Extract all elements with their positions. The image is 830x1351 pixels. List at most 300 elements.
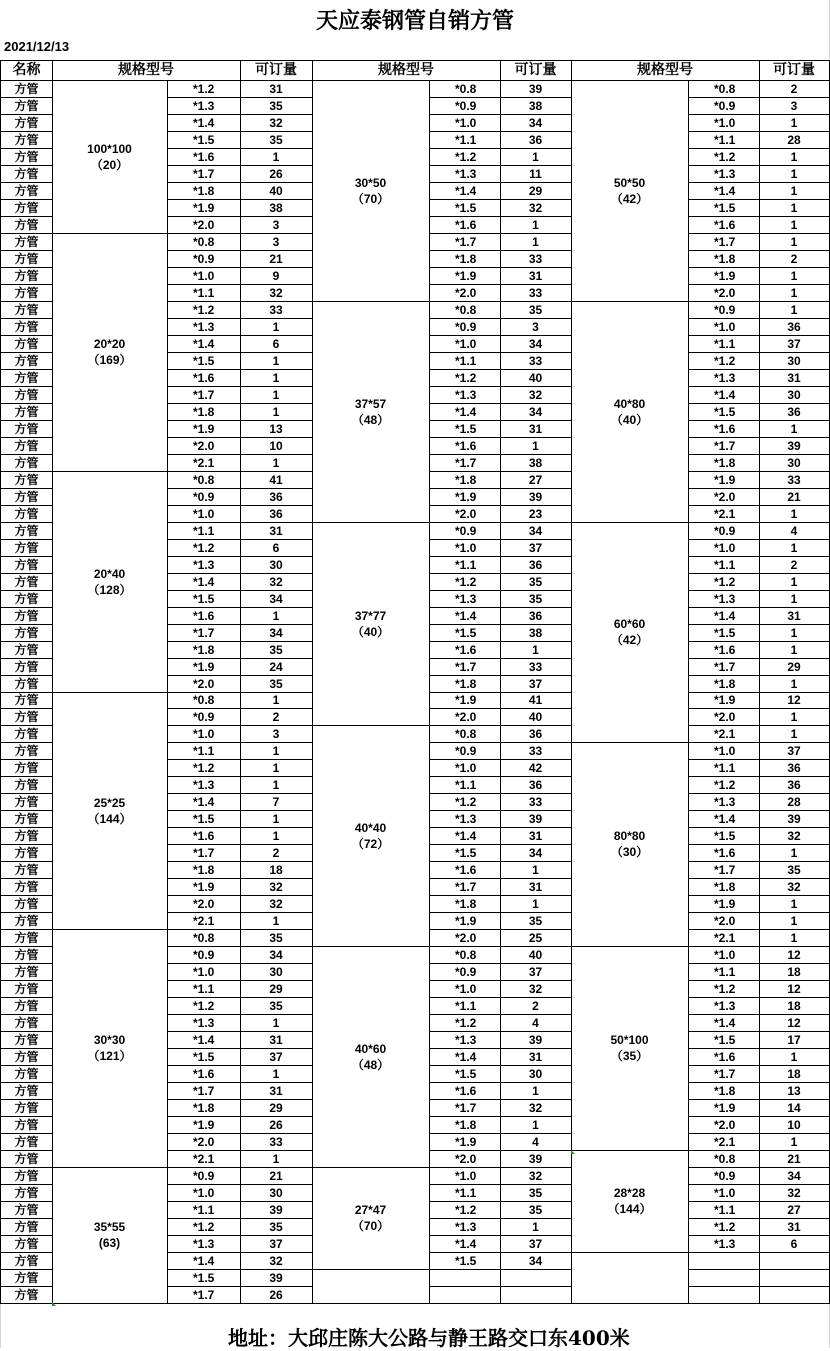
size-label: 35*55: [93, 1220, 126, 1234]
quantity-cell: 32: [269, 574, 283, 589]
quantity-cell: 39: [787, 811, 801, 826]
quantity-cell: 1: [790, 845, 798, 860]
thickness-cell: *1.0: [455, 540, 477, 555]
thickness-cell: *1.6: [455, 642, 477, 657]
cell-comment-mark: [52, 1302, 56, 1306]
quantity-cell: 2: [790, 81, 798, 96]
quantity-cell: 26: [269, 166, 283, 181]
row-name-cell: 方管: [14, 421, 39, 436]
thickness-cell: *1.4: [714, 183, 736, 198]
thickness-cell: *0.9: [455, 98, 477, 113]
size-group-37x77: [312, 522, 429, 725]
row-name-cell: 方管: [14, 659, 39, 674]
thickness-cell: *1.5: [714, 1032, 736, 1047]
size-label: 50*50: [613, 175, 646, 190]
quantity-cell: 34: [528, 523, 543, 538]
quantity-cell: 31: [528, 1049, 543, 1064]
quantity-cell: 31: [269, 523, 283, 538]
quantity-cell: 29: [269, 1100, 283, 1115]
thickness-cell: *1.4: [193, 574, 215, 589]
quantity-cell: 1: [272, 743, 280, 758]
quantity-cell: 35: [787, 862, 801, 877]
quantity-cell: 34: [528, 336, 543, 351]
quantity-cell: 2: [790, 557, 798, 572]
thickness-cell: *1.7: [455, 455, 477, 470]
thickness-cell: *1.1: [455, 1185, 477, 1200]
thickness-cell: *0.9: [455, 523, 477, 538]
thickness-cell: *1.1: [455, 353, 477, 368]
size-count: （70）: [351, 191, 390, 206]
thickness-cell: *1.0: [714, 540, 736, 555]
quantity-cell: 1: [790, 642, 798, 657]
quantity-cell: 35: [269, 132, 283, 147]
size-count: （128）: [87, 582, 132, 597]
row-name-cell: 方管: [14, 1287, 39, 1302]
thickness-cell: *1.2: [193, 302, 215, 317]
quantity-cell: 1: [532, 438, 539, 453]
row-name-cell: 方管: [14, 455, 39, 470]
thickness-cell: *2.0: [714, 709, 736, 724]
quantity-cell: 31: [787, 1219, 801, 1234]
thickness-cell: *1.3: [455, 811, 477, 826]
quantity-cell: 30: [269, 1185, 283, 1200]
quantity-cell: 1: [790, 574, 798, 589]
row-name-cell: 方管: [14, 913, 39, 928]
row-name-cell: 方管: [14, 896, 39, 911]
quantity-cell: 36: [528, 726, 543, 741]
quantity-cell: 1: [272, 913, 280, 928]
thickness-cell: *1.8: [193, 862, 215, 877]
row-name-cell: 方管: [14, 234, 39, 249]
quantity-cell: 3: [272, 726, 280, 741]
row-name-cell: 方管: [14, 506, 39, 521]
quantity-cell: 1: [532, 234, 539, 249]
thickness-cell: *1.2: [714, 353, 736, 368]
size-group-50x50: [571, 80, 688, 301]
thickness-cell: *1.5: [455, 625, 477, 640]
thickness-cell: *0.9: [455, 319, 477, 334]
quantity-cell: 32: [269, 896, 283, 911]
thickness-cell: *0.9: [714, 523, 736, 538]
row-name-cell: 方管: [14, 285, 39, 300]
quantity-cell: 1: [272, 404, 280, 419]
quantity-cell: 35: [528, 1185, 543, 1200]
quantity-cell: 34: [269, 947, 283, 962]
size-group-20x40: [52, 471, 167, 692]
thickness-cell: *1.0: [455, 336, 477, 351]
thickness-cell: *1.3: [193, 1236, 215, 1251]
quantity-cell: 30: [787, 387, 801, 402]
thickness-cell: *1.0: [193, 506, 215, 521]
quantity-cell: 12: [787, 693, 801, 707]
date-label: 2021/12/13: [4, 39, 70, 54]
thickness-cell: *1.6: [193, 1066, 215, 1081]
quantity-cell: 42: [528, 760, 543, 775]
thickness-cell: *1.8: [714, 1083, 736, 1098]
quantity-cell: 2: [272, 845, 280, 860]
size-group-30x30: [52, 929, 167, 1167]
thickness-cell: *1.7: [714, 438, 736, 453]
thickness-cell: *1.6: [714, 421, 736, 436]
size-count: （48）: [351, 1057, 390, 1072]
quantity-cell: 35: [528, 913, 543, 928]
quantity-cell: 35: [269, 98, 283, 113]
table-bottom-line: [312, 1303, 572, 1304]
quantity-cell: 1: [790, 285, 798, 300]
size-group-27x47: [312, 1167, 429, 1269]
quantity-cell: 40: [528, 370, 543, 385]
quantity-cell: 35: [269, 642, 283, 657]
quantity-cell: 40: [528, 709, 543, 724]
thickness-cell: *2.0: [455, 506, 477, 521]
thickness-cell: *1.2: [455, 794, 477, 809]
quantity-cell: 21: [787, 1151, 801, 1166]
row-name-cell: 方管: [14, 862, 39, 877]
thickness-cell: *0.9: [714, 98, 736, 113]
thickness-cell: *1.9: [455, 268, 477, 283]
quantity-cell: 33: [528, 794, 543, 809]
quantity-cell: 35: [528, 302, 543, 317]
thickness-cell: *1.7: [455, 234, 477, 249]
row-name-cell: 方管: [14, 1202, 39, 1217]
quantity-cell: 17: [787, 1032, 801, 1047]
row-name-cell: 方管: [14, 166, 39, 181]
quantity-cell: 31: [787, 608, 801, 623]
quantity-cell: 32: [269, 1253, 283, 1268]
thickness-cell: *2.0: [193, 217, 215, 232]
thickness-cell: *1.3: [714, 998, 736, 1013]
row-name-cell: 方管: [14, 438, 39, 453]
size-label: 40*60: [354, 1041, 387, 1056]
quantity-cell: 34: [269, 591, 283, 606]
quantity-cell: 11: [529, 166, 542, 181]
row-name-cell: 方管: [14, 1049, 39, 1064]
thickness-cell: *1.9: [193, 200, 215, 215]
row-name-cell: 方管: [14, 828, 39, 843]
thickness-cell: *2.1: [714, 506, 736, 521]
thickness-cell: *1.8: [714, 251, 736, 266]
thickness-cell: *1.9: [193, 879, 215, 894]
thickness-cell: *1.7: [193, 625, 215, 640]
row-name-cell: 方管: [14, 1032, 39, 1047]
size-count: （20）: [90, 157, 129, 172]
quantity-cell: 37: [269, 1049, 283, 1064]
row-name-cell: 方管: [14, 642, 39, 657]
size-label: 30*50: [354, 175, 387, 190]
thickness-cell: *2.0: [714, 913, 736, 928]
quantity-cell: 1: [790, 200, 798, 215]
thickness-cell: *1.5: [193, 591, 215, 606]
row-name-cell: 方管: [14, 930, 39, 945]
quantity-cell: 39: [528, 811, 543, 826]
thickness-cell: *1.2: [714, 149, 736, 164]
thickness-cell: *2.0: [193, 1134, 215, 1149]
quantity-cell: 3: [272, 234, 280, 249]
thickness-cell: *1.7: [193, 845, 215, 860]
size-group-60x60: [571, 522, 688, 742]
row-name-cell: 方管: [14, 1134, 39, 1149]
row-name-cell: 方管: [14, 98, 39, 113]
thickness-cell: *1.8: [455, 251, 477, 266]
thickness-cell: *1.0: [714, 947, 736, 962]
thickness-cell: *1.3: [193, 557, 215, 572]
thickness-cell: *1.5: [455, 1066, 477, 1081]
thickness-cell: *1.5: [714, 404, 736, 419]
size-count: （121）: [87, 1049, 132, 1063]
quantity-cell: 35: [528, 591, 543, 606]
thickness-cell: *1.1: [193, 981, 215, 996]
grid-vline: [500, 60, 501, 1304]
thickness-cell: *1.7: [714, 659, 736, 674]
thickness-cell: *2.0: [714, 489, 736, 504]
row-name-cell: 方管: [14, 319, 39, 334]
thickness-cell: *1.3: [193, 777, 215, 792]
quantity-cell: 32: [269, 285, 283, 300]
thickness-cell: *1.3: [714, 794, 736, 809]
table-bottom-line: [52, 1303, 313, 1304]
quantity-cell: 13: [787, 1083, 801, 1098]
size-label: 100*100: [87, 141, 132, 156]
thickness-cell: *2.0: [193, 896, 215, 911]
thickness-cell: *1.1: [714, 336, 736, 351]
row-name-cell: 方管: [14, 981, 39, 996]
quantity-cell: 12: [787, 981, 801, 996]
quantity-cell: 18: [787, 1066, 801, 1081]
quantity-cell: 4: [532, 1015, 539, 1030]
thickness-cell: *1.6: [714, 642, 736, 657]
quantity-cell: 37: [787, 336, 801, 351]
quantity-cell: 38: [528, 625, 543, 640]
quantity-cell: 34: [528, 1253, 543, 1268]
quantity-cell: 1: [272, 760, 280, 775]
thickness-cell: *2.0: [193, 438, 215, 453]
thickness-cell: *1.7: [193, 1083, 215, 1098]
thickness-cell: *1.5: [455, 421, 477, 436]
size-group-100x100: [52, 80, 167, 233]
thickness-cell: *1.0: [714, 115, 736, 130]
thickness-cell: *1.8: [193, 1100, 215, 1115]
thickness-cell: *0.8: [714, 81, 736, 96]
grid-vline: [759, 60, 760, 1304]
size-count: （70）: [351, 1219, 390, 1233]
row-name-cell: 方管: [14, 1168, 39, 1183]
grid-vline: [240, 60, 241, 1304]
quantity-cell: 1: [790, 540, 798, 555]
thickness-cell: *1.1: [714, 1202, 736, 1217]
size-count: （42）: [610, 633, 649, 647]
thickness-cell: *0.8: [455, 302, 477, 317]
thickness-cell: *2.1: [193, 455, 215, 470]
quantity-cell: 36: [787, 760, 801, 775]
quantity-cell: 36: [528, 777, 543, 792]
quantity-cell: 18: [787, 964, 801, 979]
quantity-cell: 12: [787, 1015, 801, 1030]
quantity-cell: 26: [269, 1287, 283, 1302]
row-name-cell: 方管: [14, 777, 39, 792]
quantity-cell: 1: [790, 166, 798, 181]
row-name-cell: 方管: [14, 709, 39, 724]
size-label: 40*40: [354, 820, 387, 835]
quantity-cell: 34: [787, 1168, 801, 1183]
quantity-cell: 32: [528, 387, 543, 402]
thickness-cell: *1.2: [455, 1202, 477, 1217]
quantity-cell: 32: [787, 828, 801, 843]
thickness-cell: *2.0: [455, 709, 477, 724]
quantity-cell: 6: [790, 1236, 798, 1251]
thickness-cell: *0.9: [455, 964, 477, 979]
thickness-cell: *1.6: [455, 1083, 477, 1098]
thickness-cell: *1.3: [193, 1015, 215, 1030]
quantity-cell: 31: [528, 421, 543, 436]
thickness-cell: *1.5: [714, 625, 736, 640]
row-name-cell: 方管: [14, 370, 39, 385]
thickness-cell: *1.5: [455, 845, 477, 860]
quantity-cell: 1: [790, 506, 798, 521]
thickness-cell: *1.6: [193, 149, 215, 164]
row-name-cell: 方管: [14, 387, 39, 402]
quantity-cell: 31: [269, 1083, 283, 1098]
quantity-cell: 34: [528, 404, 543, 419]
size-count: （169）: [87, 353, 132, 367]
quantity-cell: 28: [787, 132, 801, 147]
quantity-cell: 1: [790, 1049, 798, 1064]
thickness-cell: *1.3: [714, 166, 736, 181]
thickness-cell: *1.2: [193, 998, 215, 1013]
quantity-cell: 12: [787, 947, 801, 962]
size-group-25x25: [52, 692, 167, 929]
thickness-cell: *1.1: [193, 285, 215, 300]
thickness-cell: *0.8: [193, 930, 215, 945]
quantity-cell: 1: [272, 353, 280, 368]
row-name-cell: 方管: [14, 353, 39, 368]
quantity-cell: 27: [787, 1202, 801, 1217]
quantity-cell: 1: [790, 268, 798, 283]
thickness-cell: *1.1: [714, 132, 736, 147]
row-name-cell: 方管: [14, 1066, 39, 1081]
size-count: （35）: [610, 1049, 649, 1063]
thickness-cell: *1.4: [714, 811, 736, 826]
thickness-cell: *1.8: [193, 642, 215, 657]
thickness-cell: *1.3: [714, 591, 736, 606]
thickness-cell: *1.5: [193, 1270, 215, 1285]
quantity-cell: 1: [272, 370, 280, 385]
size-label: 28*28: [613, 1186, 646, 1200]
quantity-cell: 1: [790, 896, 798, 911]
row-name-cell: 方管: [14, 268, 39, 283]
row-name-cell: 方管: [14, 676, 39, 691]
thickness-cell: *1.1: [193, 1202, 215, 1217]
thickness-cell: *0.9: [193, 1168, 215, 1183]
quantity-cell: 1: [790, 234, 798, 249]
thickness-cell: *2.0: [193, 676, 215, 691]
quantity-cell: 32: [528, 981, 543, 996]
thickness-cell: *1.2: [455, 370, 477, 385]
quantity-cell: 1: [272, 149, 280, 164]
thickness-cell: *1.4: [193, 1032, 215, 1047]
quantity-cell: 3: [272, 217, 280, 232]
thickness-cell: *1.9: [714, 693, 736, 707]
thickness-cell: *1.0: [455, 760, 477, 775]
thickness-cell: *1.6: [455, 217, 477, 232]
thickness-cell: *1.2: [455, 574, 477, 589]
quantity-cell: 31: [787, 370, 801, 385]
size-group-35x55: [52, 1167, 167, 1303]
thickness-cell: *1.4: [455, 828, 477, 843]
thickness-cell: *1.2: [193, 760, 215, 775]
quantity-cell: 21: [269, 1168, 283, 1183]
thickness-cell: *1.5: [714, 200, 736, 215]
quantity-cell: 31: [528, 879, 543, 894]
quantity-cell: 28: [787, 794, 801, 809]
thickness-cell: *1.7: [714, 862, 736, 877]
quantity-cell: 1: [272, 387, 280, 402]
quantity-cell: 26: [269, 1117, 283, 1132]
thickness-cell: *1.4: [714, 1015, 736, 1030]
quantity-cell: 36: [269, 489, 283, 504]
thickness-cell: *0.8: [193, 234, 215, 249]
thickness-cell: *1.6: [455, 438, 477, 453]
row-name-cell: 方管: [14, 200, 39, 215]
quantity-cell: 39: [528, 489, 543, 504]
table-left-border: [0, 60, 1, 1304]
thickness-cell: *1.1: [193, 743, 215, 758]
thickness-cell: *1.8: [455, 896, 477, 911]
row-name-cell: 方管: [14, 726, 39, 741]
quantity-cell: 1: [790, 726, 798, 741]
thickness-cell: *1.7: [193, 387, 215, 402]
quantity-cell: 37: [787, 743, 801, 758]
quantity-cell: 1: [272, 777, 280, 792]
thickness-cell: *1.5: [455, 200, 477, 215]
quantity-cell: 32: [528, 1100, 543, 1115]
thickness-cell: *1.5: [714, 828, 736, 843]
quantity-cell: 1: [272, 693, 280, 707]
thickness-cell: *1.2: [193, 81, 215, 96]
thickness-cell: *1.3: [455, 1219, 477, 1234]
size-count: （30）: [610, 845, 649, 859]
quantity-cell: 1: [790, 217, 798, 232]
header-spec: 规格型号: [637, 62, 693, 78]
thickness-cell: *1.0: [193, 268, 215, 283]
thickness-cell: *1.9: [714, 896, 736, 911]
quantity-cell: 31: [269, 1032, 283, 1047]
quantity-cell: 32: [269, 879, 283, 894]
thickness-cell: *1.6: [714, 845, 736, 860]
thickness-cell: *1.6: [455, 862, 477, 877]
row-name-cell: 方管: [14, 964, 39, 979]
thickness-cell: *2.1: [714, 726, 736, 741]
thickness-cell: *1.8: [455, 676, 477, 691]
quantity-cell: 2: [272, 709, 280, 724]
quantity-cell: 38: [269, 200, 283, 215]
row-name-cell: 方管: [14, 1219, 39, 1234]
quantity-cell: 25: [528, 930, 543, 945]
header-qty: 可订量: [514, 62, 557, 78]
thickness-cell: *2.0: [714, 285, 736, 300]
thickness-cell: *1.6: [714, 1049, 736, 1064]
thickness-cell: *1.7: [455, 659, 477, 674]
quantity-cell: 39: [528, 1151, 543, 1166]
quantity-cell: 38: [528, 98, 543, 113]
thickness-cell: *0.9: [714, 302, 736, 317]
page-title: 天应泰钢管自销方管: [315, 8, 514, 34]
quantity-cell: 36: [528, 557, 543, 572]
quantity-cell: 41: [269, 472, 283, 487]
quantity-cell: 39: [528, 81, 543, 96]
quantity-cell: 36: [787, 319, 801, 334]
thickness-cell: *0.9: [455, 743, 477, 758]
row-name-cell: 方管: [14, 845, 39, 860]
